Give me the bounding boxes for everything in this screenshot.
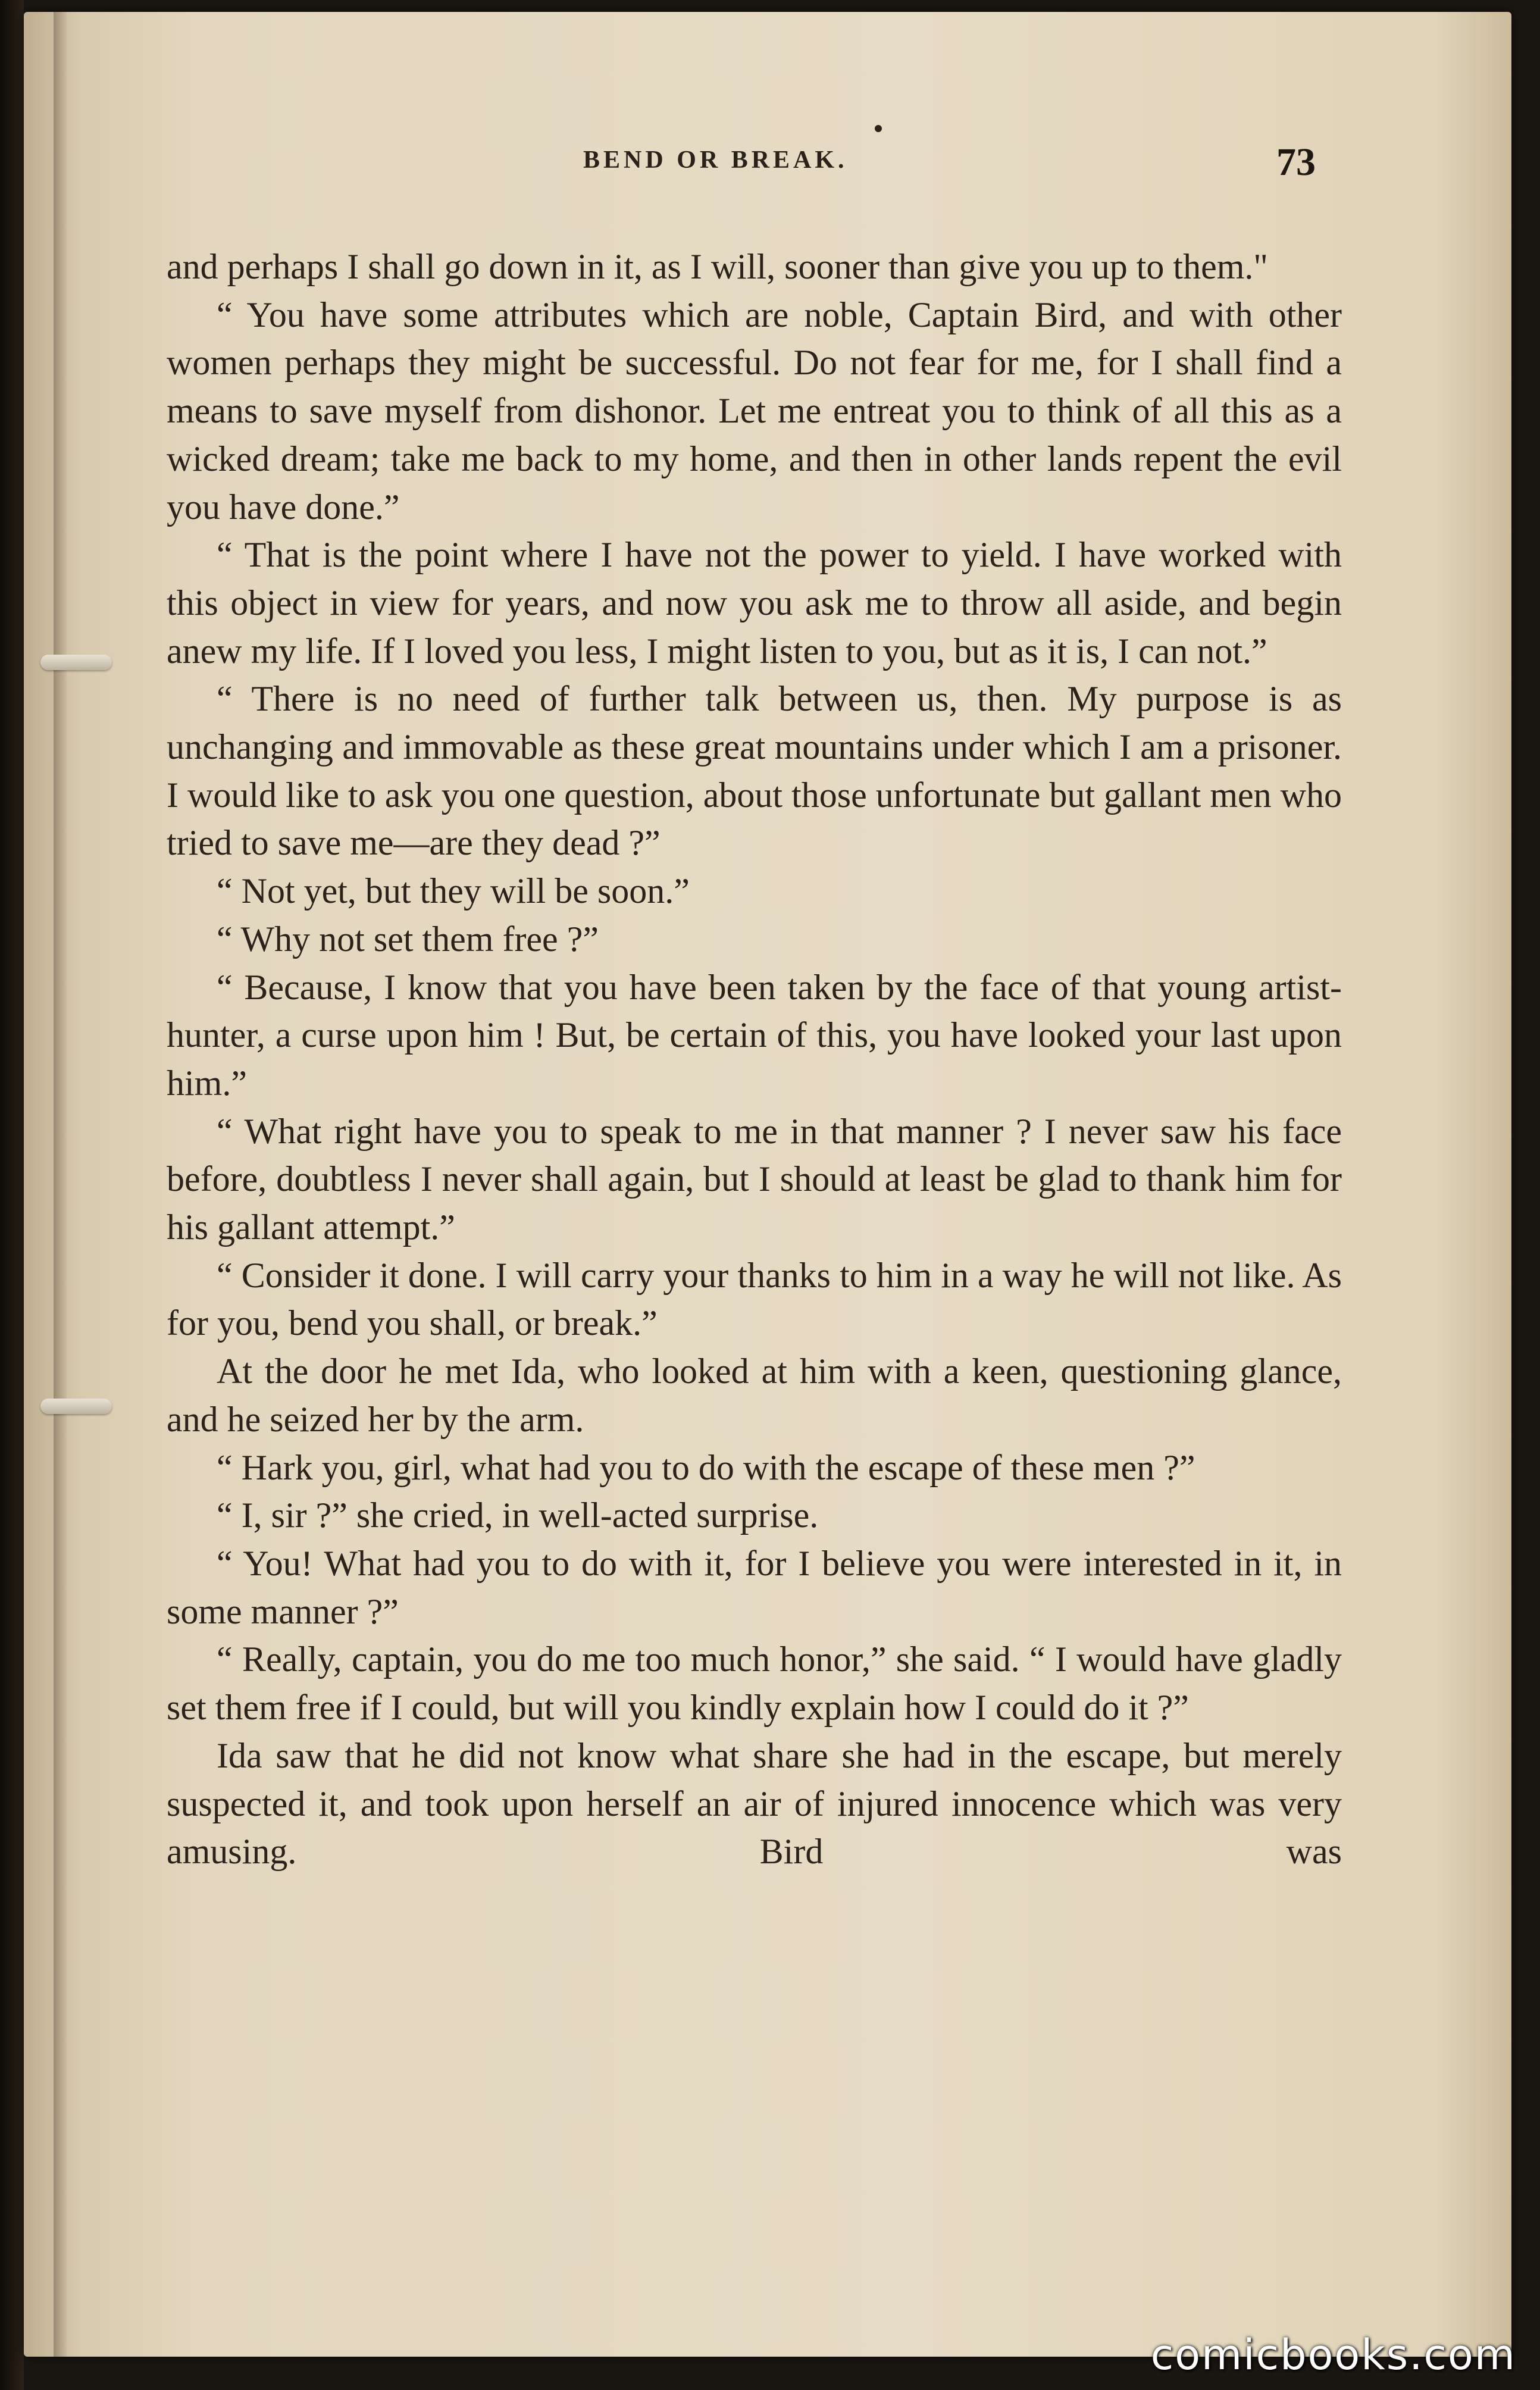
paragraph: “ You! What had you to do with it, for I believe you were interested in it, in some manner ?” (167, 1543, 1342, 1631)
paragraph: “ Consider it done. I will carry your thanks to him in a way he will not like. As for you, bend you shall, or break.” (167, 1255, 1342, 1343)
binding-thread (40, 655, 112, 670)
paragraph: “ Hark you, girl, what had you to do with the escape of these men ?” (217, 1447, 1195, 1487)
paragraph: “ There is no need of further talk between us, then. My purpose is as unchanging and immovable as these great mountains under which I am a prisoner. I would like to ask you one question, about those unfortunate but gallant men who tried to save me—are they dead ?” (167, 679, 1342, 863)
watermark: comicbooks.com (1150, 2330, 1516, 2379)
paragraph: “ Because, I know that you have been taken by the face of that young artist-hunter, a curse upon him ! But, be certain of this, you have looked your last upon him.” (167, 967, 1342, 1103)
paragraph: “ You have some attributes which are noble, Captain Bird, and with other women perhaps they might be successful. Do not fear for me, for I shall find a means to save myself from dishonor. Let me entreat you to think of all this as a wicked dream; take me back to my home, and then in other lands repent the evil you have done.” (167, 295, 1342, 527)
paragraph: “ What right have you to speak to me in that manner ? I never saw his face before, doubtless I never shall again, but I should at least be glad to thank him for his gallant attempt.” (167, 1111, 1342, 1247)
running-title: BEND OR BREAK. (583, 146, 848, 174)
ink-speck (875, 125, 882, 132)
paragraph: “ I, sir ?” she cried, in well-acted surprise. (217, 1496, 819, 1535)
page-number: 73 (1276, 140, 1316, 184)
book-page (24, 12, 1511, 2357)
paragraph: “ Why not set them free ?” (217, 919, 599, 959)
paragraph: “ That is the point where I have not the power to yield. I have worked with this object in view for years, and now you ask me to throw all aside, and begin anew my life. If I loved you less, I might listen to you, but as it is, I can not.” (167, 535, 1342, 671)
book-spine-edge (0, 0, 24, 2390)
paragraph: and perhaps I shall go down in it, as I will, sooner than give you up to them." (167, 247, 1268, 286)
paragraph: “ Really, captain, you do me too much honor,” she said. “ I would have gladly set them free if I could, but will you kindly explain how I could do it ?” (167, 1640, 1342, 1728)
running-head (24, 140, 1511, 187)
binding-thread (40, 1399, 112, 1414)
page-gutter-shadow (54, 12, 67, 2357)
paragraph: Ida saw that he did not know what share she had in the escape, but merely suspected it, and took upon herself an air of injured innocence which was very amusing. Bird was (167, 1735, 1342, 1872)
body-text (167, 243, 1342, 1876)
paragraph: At the door he met Ida, who looked at him with a keen, questioning glance, and he seized her by the arm. (167, 1352, 1342, 1439)
paragraph: “ Not yet, but they will be soon.” (217, 871, 690, 911)
